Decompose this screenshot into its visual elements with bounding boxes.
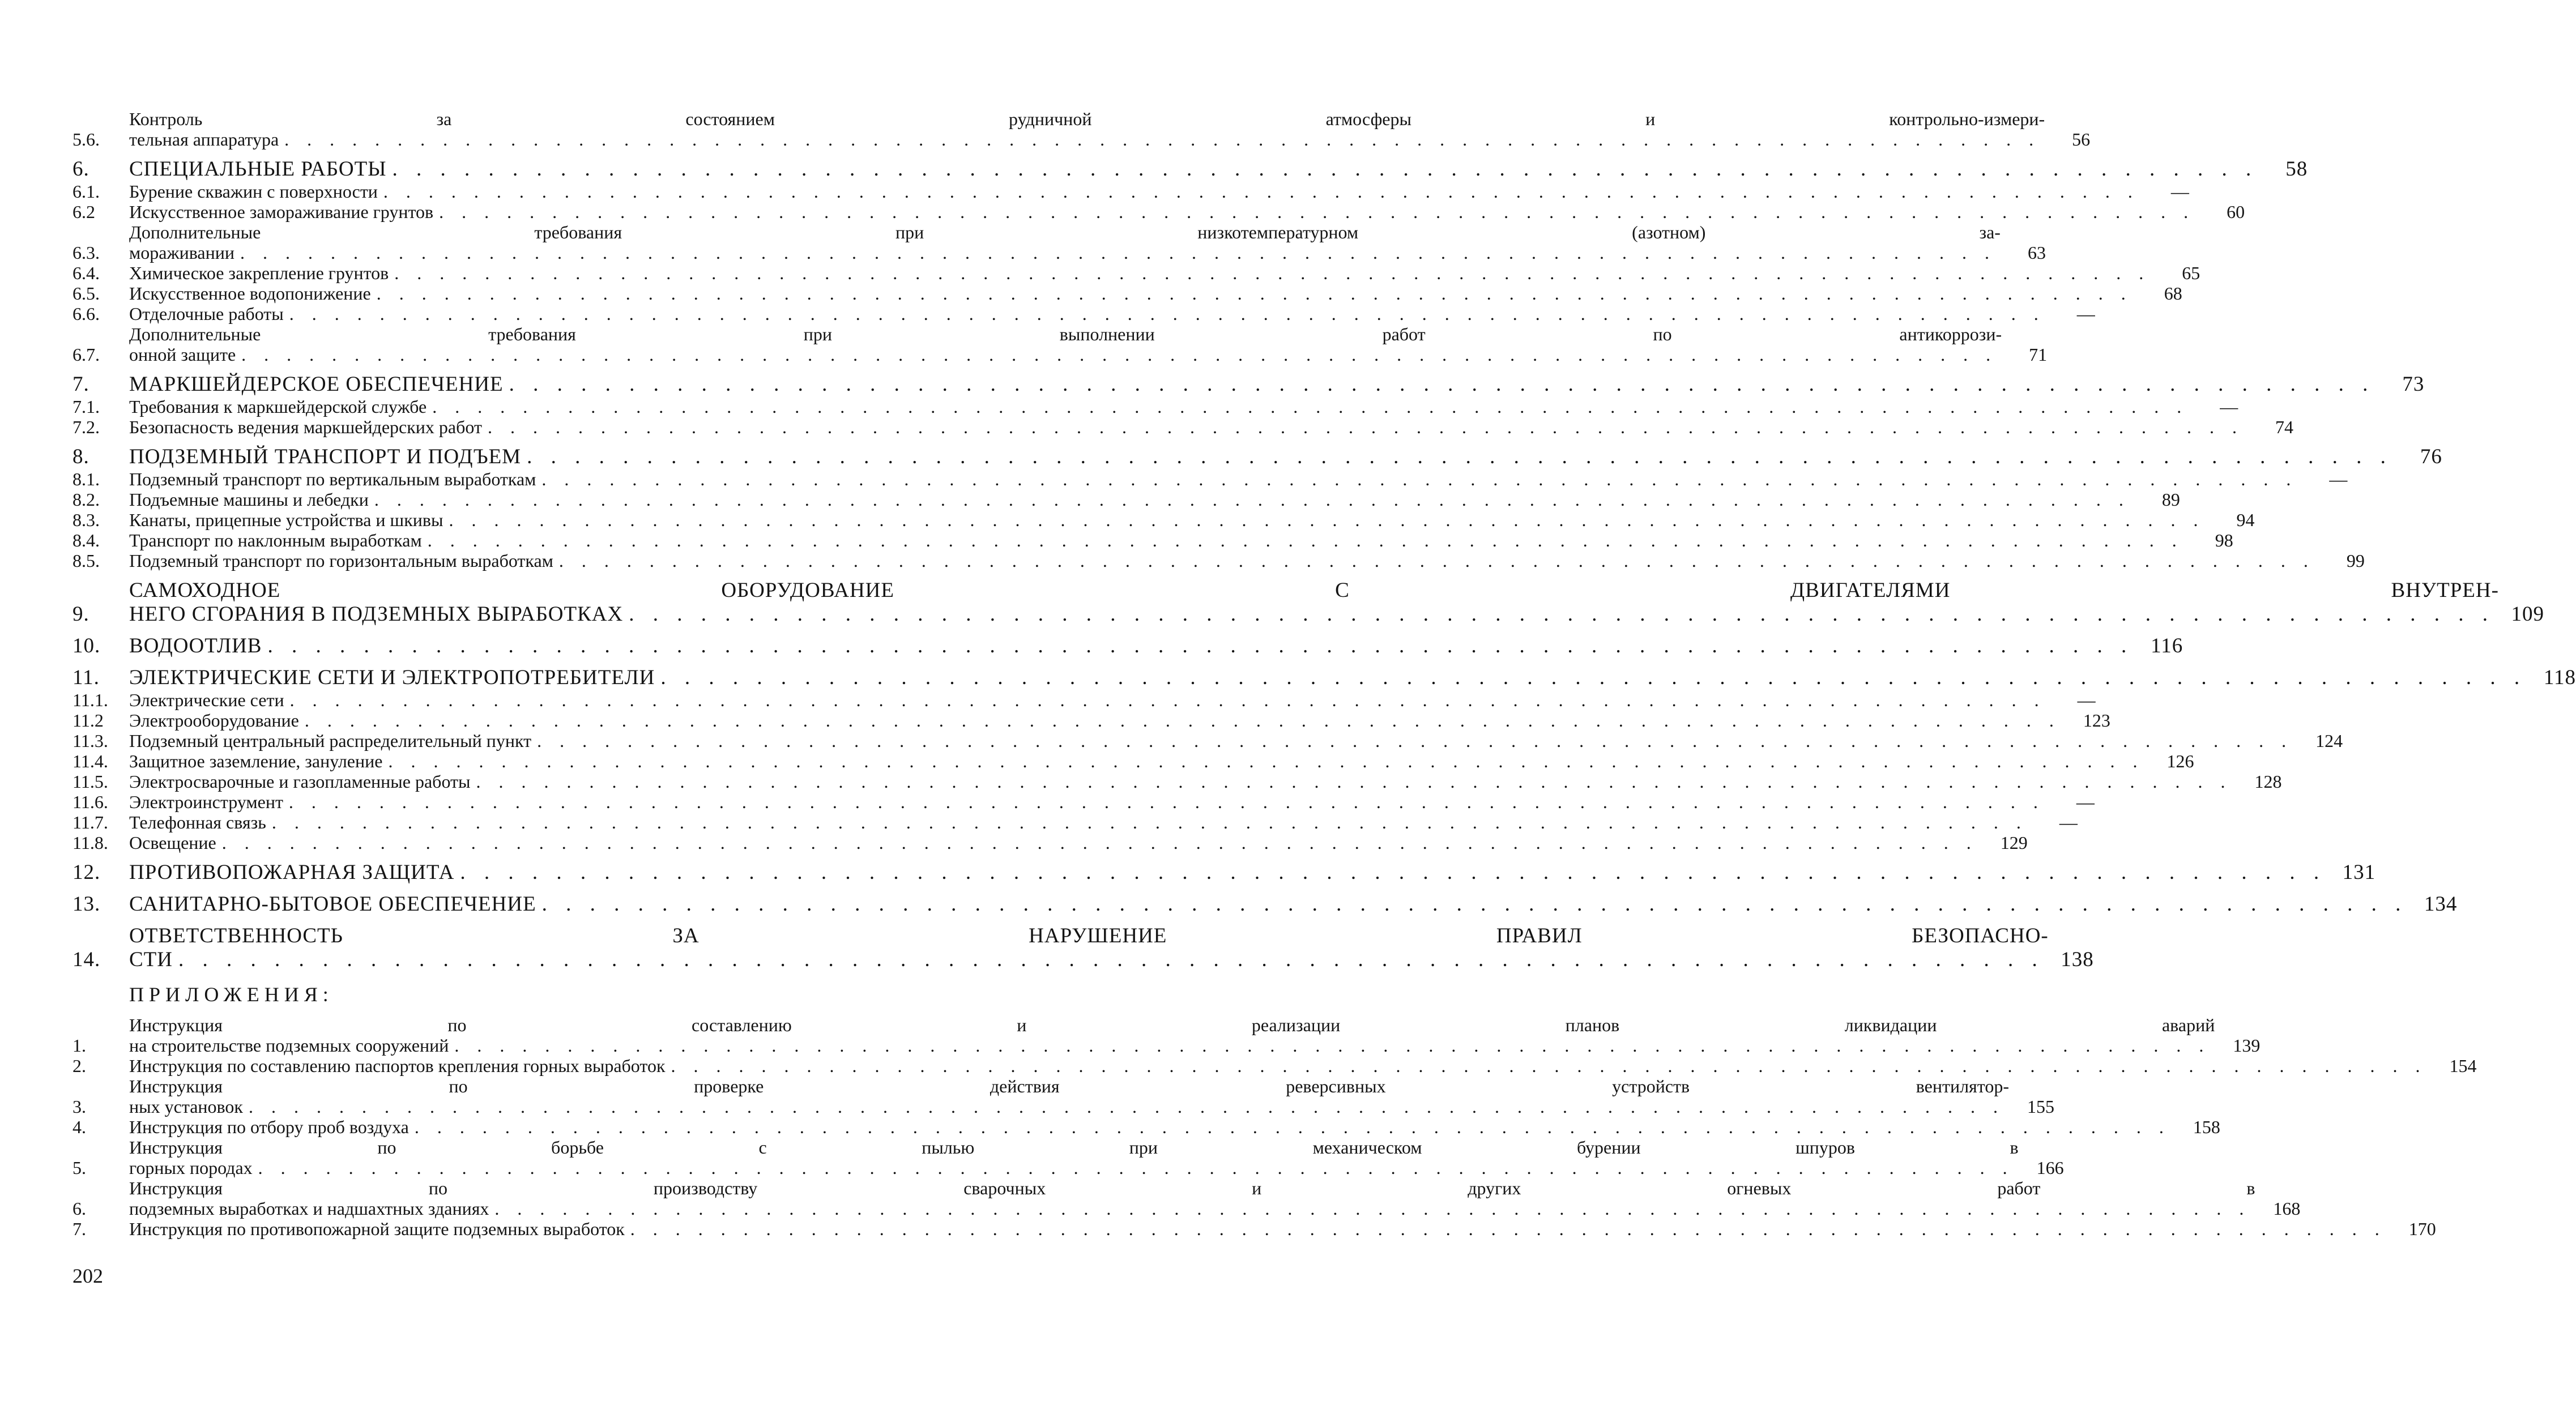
entry-number: 6.3. [72, 242, 100, 263]
entry-title-line [129, 157, 2262, 181]
entry-title [129, 1137, 2019, 1178]
entry-title [129, 924, 2049, 972]
dot-leader [290, 690, 2046, 710]
appendix-entry[interactable] [72, 1056, 2477, 1076]
entry-number: 5.6. [72, 129, 100, 150]
entry-number: 14. [72, 948, 101, 971]
entry-title-line [129, 603, 2499, 626]
entry-number: 6. [72, 1198, 86, 1219]
entry-title [129, 157, 2262, 181]
dot-leader [630, 1219, 2386, 1239]
entry-number: 6.2 [72, 202, 95, 222]
entry-title-line [129, 489, 2135, 510]
dot-leader [268, 634, 2134, 658]
entry-number: 11.4. [72, 751, 108, 771]
entry-number: 5. [72, 1158, 86, 1178]
entry-title [129, 861, 2330, 885]
entry-page-number: 109 [2511, 603, 2544, 626]
entry-title-text: Канаты, прицепные устройства и шкивы [129, 510, 443, 530]
entry-title-line [129, 181, 2144, 202]
entry-title-line [129, 550, 2319, 571]
entry-title-text: СТИ [129, 948, 173, 971]
entry-title-line: Инструкция по составлению и реализации планов ликвидации аварий [129, 1015, 2215, 1035]
entry-number: 6.4. [72, 263, 100, 283]
entry-title-line [129, 731, 2297, 751]
dot-leader [527, 445, 2392, 469]
entry-title [129, 812, 2032, 832]
toc-entry[interactable] [72, 283, 2182, 304]
dot-leader [222, 832, 1978, 853]
entry-number: 8.1. [72, 469, 100, 489]
entry-title-text: Освещение [129, 832, 216, 853]
entry-title [129, 181, 2144, 202]
appendix-entry[interactable] [72, 1015, 2261, 1056]
entry-page-number: 73 [2402, 373, 2425, 396]
entry-title [129, 731, 2297, 751]
entry-title-line [129, 861, 2330, 885]
dot-leader [439, 202, 2195, 222]
entry-title-line [129, 948, 2049, 972]
dot-leader [392, 157, 2258, 181]
entry-page-number: — [2220, 396, 2238, 417]
entry-title [129, 489, 2135, 510]
entry-title [129, 417, 2248, 437]
dot-leader [241, 344, 1997, 365]
toc-entry[interactable] [72, 202, 2245, 222]
entry-page-number: 116 [2151, 634, 2183, 657]
entry-page-number: 139 [2233, 1035, 2261, 1056]
entry-title-line [129, 445, 2397, 469]
entry-number: 6.1. [72, 181, 100, 202]
entry-title-line [129, 510, 2209, 530]
entry-title [129, 510, 2209, 530]
entry-number: 11.8. [72, 832, 108, 853]
entry-title-line [129, 666, 2531, 690]
appendix-entry[interactable] [72, 1076, 2054, 1117]
entry-title-line: Инструкция по борьбе с пылью при механическом бурении шпуров в [129, 1137, 2019, 1158]
entry-title-line [129, 792, 2049, 812]
entry-page-number: 74 [2275, 417, 2293, 437]
dot-leader [460, 861, 2326, 885]
entry-title-text: Химическое закрепление грунтов [129, 263, 389, 283]
entry-title-text: Безопасность ведения маркшейдерских работ [129, 417, 482, 437]
appendix-title: ПРИЛОЖЕНИЯ: [129, 983, 334, 1006]
entry-title-text: НЕГО СГОРАНИЯ В ПОДЗЕМНЫХ ВЫРАБОТКАХ [129, 603, 624, 626]
toc-entry[interactable] [72, 924, 2094, 972]
entry-page-number: — [2076, 304, 2095, 324]
entry-title-text: Электроинструмент [129, 792, 283, 812]
entry-page-number: 65 [2182, 263, 2200, 283]
entry-number: 4. [72, 1117, 86, 1137]
entry-title [129, 690, 2050, 710]
entry-title-text: тельная аппаратура [129, 129, 279, 150]
entry-title-text: СПЕЦИАЛЬНЫЕ РАБОТЫ [129, 157, 387, 181]
entry-title-text: Искусственное замораживание грунтов [129, 202, 434, 222]
dot-leader [377, 283, 2133, 304]
toc-entry[interactable] [72, 550, 2365, 571]
entry-number: 6.5. [72, 283, 100, 304]
entry-number: 2. [72, 1056, 86, 1076]
appendix-entry[interactable] [72, 1178, 2301, 1219]
entry-page-number: 68 [2164, 283, 2182, 304]
entry-number: 6.6. [72, 304, 100, 324]
toc-entry[interactable] [72, 579, 2544, 626]
entry-number: 8.4. [72, 530, 100, 550]
entry-title [129, 530, 2188, 550]
entry-number: 7. [72, 1219, 86, 1239]
entry-title-line [129, 634, 2138, 658]
entry-page-number: 89 [2161, 489, 2180, 510]
entry-title [129, 710, 2065, 731]
entry-page-number: 131 [2342, 861, 2376, 884]
entry-title-text: горных породах [129, 1158, 253, 1178]
entry-number: 8.5. [72, 550, 100, 571]
entry-title-text: Подземный центральный распределительный пункт [129, 731, 532, 751]
toc-entry[interactable] [72, 396, 2238, 417]
entry-title-text: мораживании [129, 242, 234, 263]
toc-entry[interactable] [72, 634, 2183, 658]
entry-page-number: 58 [2285, 157, 2308, 181]
entry-number: 10. [72, 634, 101, 657]
entry-title-line: Инструкция по проверке действия реверсивных устройств вентилятор- [129, 1076, 2009, 1096]
toc-entry[interactable] [72, 861, 2376, 885]
entry-title-line [129, 129, 2045, 150]
entry-title-text: Искусственное водопонижение [129, 283, 371, 304]
toc-entry[interactable] [72, 666, 2576, 690]
entry-title [129, 792, 2049, 812]
dot-leader [454, 1035, 2210, 1056]
entry-title-line [129, 690, 2050, 710]
entry-number: 8. [72, 445, 89, 468]
page-number: 202 [72, 1265, 103, 1287]
entry-number: 6. [72, 157, 89, 181]
entry-title [129, 109, 2045, 150]
toc-entry[interactable] [72, 771, 2282, 792]
entry-title [129, 832, 1982, 853]
dot-leader [178, 948, 2044, 972]
entry-title [129, 263, 2155, 283]
entry-title-text: МАРКШЕЙДЕРСКОЕ ОБЕСПЕЧЕНИЕ [129, 373, 504, 396]
entry-number: 1. [72, 1035, 86, 1056]
entry-title [129, 1076, 2009, 1117]
entry-title [129, 550, 2319, 571]
entry-title-line [129, 710, 2065, 731]
entry-page-number: 166 [2036, 1158, 2064, 1178]
toc-entry[interactable] [72, 812, 2078, 832]
entry-page-number: 134 [2424, 892, 2458, 916]
dot-leader [289, 304, 2045, 324]
entry-page-number: — [2059, 812, 2078, 832]
entry-title-line [129, 1219, 2391, 1239]
entry-title-line [129, 417, 2248, 437]
entry-title-line [129, 832, 1982, 853]
entry-title [129, 373, 2379, 396]
toc-entry[interactable] [72, 181, 2189, 202]
toc-entry[interactable] [72, 157, 2308, 181]
entry-title-line [129, 283, 2137, 304]
entry-title-line [129, 1056, 2431, 1076]
toc-entry[interactable] [72, 489, 2180, 510]
entry-title [129, 304, 2050, 324]
entry-title-line [129, 1096, 2009, 1117]
entry-title-line [129, 1035, 2215, 1056]
entry-page-number: 170 [2408, 1219, 2436, 1239]
entry-title-line: Контроль за состоянием рудничной атмосферы и контрольно-измери- [129, 109, 2045, 129]
entry-page-number: 60 [2227, 202, 2245, 222]
entry-number: 7. [72, 373, 89, 396]
entry-title-text: Инструкция по отбору проб воздуха [129, 1117, 409, 1137]
entry-title [129, 771, 2237, 792]
entry-title-line: ОТВЕТСТВЕННОСТЬ ЗА НАРУШЕНИЕ ПРАВИЛ БЕЗОПАСНО- [129, 924, 2049, 947]
entry-title-line: Дополнительные требования при низкотемпературном (азотном) за- [129, 222, 2001, 242]
entry-title [129, 283, 2137, 304]
entry-title [129, 1056, 2431, 1076]
entry-number: 9. [72, 603, 89, 626]
entry-title-text: подземных выработках и надшахтных зданиях [129, 1198, 489, 1219]
dot-leader [541, 469, 2297, 489]
entry-title-text: Электрооборудование [129, 710, 299, 731]
entry-title-text: ПРОТИВОПОЖАРНАЯ ЗАЩИТА [129, 861, 455, 884]
entry-title [129, 324, 2002, 365]
appendix-entry[interactable] [72, 1137, 2064, 1178]
entry-title [129, 222, 2001, 263]
entry-title-line: Дополнительные требования при выполнении работ по антикоррози- [129, 324, 2002, 344]
entry-title [129, 634, 2138, 658]
entry-title-line [129, 771, 2237, 792]
entry-title-line [129, 751, 2148, 771]
entry-title [129, 396, 2193, 417]
entry-title-line [129, 1158, 2019, 1178]
dot-leader [258, 1158, 2014, 1178]
entry-title [129, 666, 2531, 690]
entry-number: 8.2. [72, 489, 100, 510]
entry-title [129, 1117, 2175, 1137]
entry-title-line [129, 396, 2193, 417]
entry-title-text: Бурение скважин с поверхности [129, 181, 378, 202]
dot-leader [629, 603, 2494, 626]
entry-title-text: ЭЛЕКТРИЧЕСКИЕ СЕТИ И ЭЛЕКТРОПОТРЕБИТЕЛИ [129, 666, 655, 689]
entry-page-number: 138 [2061, 948, 2094, 971]
entry-number: 7.1. [72, 396, 100, 417]
entry-title-line [129, 202, 2199, 222]
entry-title-text: Транспорт по наклонным выработкам [129, 530, 422, 550]
entry-title [129, 751, 2148, 771]
toc-entry[interactable] [72, 373, 2425, 396]
entry-page-number: 123 [2083, 710, 2110, 731]
dot-leader [240, 242, 1996, 263]
appendix-entry[interactable] [72, 1219, 2436, 1239]
entry-page-number: — [2076, 792, 2095, 812]
entry-number: 3. [72, 1096, 86, 1117]
toc-entry[interactable] [72, 417, 2293, 437]
entry-page-number: 94 [2236, 510, 2255, 530]
dot-leader [388, 751, 2144, 771]
dot-leader [249, 1096, 2004, 1117]
toc-entry[interactable] [72, 710, 2110, 731]
entry-page-number: 158 [2193, 1117, 2220, 1137]
dot-leader [272, 812, 2028, 832]
entry-title-line [129, 469, 2302, 489]
toc-entry[interactable] [72, 324, 2048, 365]
entry-title-text: Требования к маркшейдерской службе [129, 396, 427, 417]
entry-title-line [129, 242, 2001, 263]
entry-title-line [129, 812, 2032, 832]
toc-entry[interactable] [72, 751, 2194, 771]
entry-title-line [129, 263, 2155, 283]
entry-title-text: Телефонная связь [129, 812, 266, 832]
dot-leader [305, 710, 2061, 731]
toc-entry[interactable] [72, 445, 2442, 469]
entry-number: 11.6. [72, 792, 108, 812]
dot-leader [660, 666, 2526, 690]
entry-title-line [129, 304, 2050, 324]
dot-leader [537, 731, 2293, 751]
entry-page-number: 76 [2420, 445, 2442, 468]
entry-number: 11.2 [72, 710, 104, 731]
toc-entry[interactable] [72, 731, 2343, 751]
entry-title-line [129, 373, 2379, 396]
entry-title [129, 1015, 2215, 1056]
entry-title [129, 1178, 2255, 1219]
entry-title-text: Инструкция по составлению паспортов крепления горных выработок [129, 1056, 666, 1076]
entry-page-number: 56 [2072, 129, 2091, 150]
entry-number: 8.3. [72, 510, 100, 530]
entry-title-text: Отделочные работы [129, 304, 284, 324]
entry-title-text: ных установок [129, 1096, 243, 1117]
entry-title-text: на строительстве подземных сооружений [129, 1035, 449, 1056]
dot-leader [509, 373, 2375, 396]
entry-title-text: Электросварочные и газопламенные работы [129, 771, 471, 792]
entry-page-number: 99 [2346, 550, 2365, 571]
dot-leader [494, 1198, 2250, 1219]
toc-entry[interactable] [72, 510, 2255, 530]
dot-leader [671, 1056, 2426, 1076]
entry-number: 7.2. [72, 417, 100, 437]
entry-number: 12. [72, 861, 101, 884]
entry-number: 13. [72, 892, 101, 916]
entry-title [129, 1219, 2391, 1239]
dot-leader [289, 792, 2045, 812]
entry-title [129, 579, 2499, 626]
entry-number: 11. [72, 666, 100, 689]
entry-title-text: Инструкция по противопожарной защите подземных выработок [129, 1219, 625, 1239]
table-of-contents [72, 109, 2576, 1239]
toc-entry[interactable] [72, 469, 2348, 489]
toc-entry[interactable] [72, 832, 2028, 853]
toc-entry[interactable] [72, 792, 2095, 812]
appendix-entry[interactable] [72, 1117, 2220, 1137]
entry-page-number: 118 [2543, 666, 2576, 689]
entry-title-line [129, 530, 2188, 550]
entry-title-text: САНИТАРНО-БЫТОВОЕ ОБЕСПЕЧЕНИЕ [129, 892, 536, 916]
toc-entry[interactable] [72, 222, 2046, 263]
entry-title-line: Инструкция по производству сварочных и других огневых работ в [129, 1178, 2255, 1198]
entry-page-number: 129 [2000, 832, 2028, 853]
entry-title-text: ВОДООТЛИВ [129, 634, 262, 657]
entry-title-text: ПОДЗЕМНЫЙ ТРАНСПОРТ И ПОДЪЕМ [129, 445, 522, 468]
entry-page-number: 154 [2449, 1056, 2477, 1076]
entry-title [129, 202, 2199, 222]
entry-title [129, 445, 2397, 469]
dot-leader [559, 550, 2315, 571]
entry-number: 11.7. [72, 812, 108, 832]
dot-leader [488, 417, 2244, 437]
entry-page-number: 98 [2215, 530, 2233, 550]
dot-leader [449, 510, 2204, 530]
entry-title-text: Электрические сети [129, 690, 284, 710]
entry-page-number: 124 [2315, 731, 2343, 751]
entry-page-number: 71 [2029, 344, 2048, 365]
dot-leader [415, 1117, 2170, 1137]
entry-title-text: Подъемные машины и лебедки [129, 489, 369, 510]
entry-title [129, 892, 2412, 916]
entry-page-number: 168 [2273, 1198, 2301, 1219]
toc-entry[interactable] [72, 263, 2200, 283]
entry-title-line: САМОХОДНОЕ ОБОРУДОВАНИЕ С ДВИГАТЕЛЯМИ ВНУТРЕН- [129, 579, 2499, 602]
entry-title [129, 469, 2302, 489]
entry-page-number: — [2077, 690, 2096, 710]
dot-leader [284, 129, 2040, 150]
entry-number: 11.1. [72, 690, 108, 710]
entry-title-line [129, 1198, 2255, 1219]
toc-entry[interactable] [72, 892, 2458, 916]
entry-title-text: Подземный транспорт по вертикальным выработкам [129, 469, 536, 489]
dot-leader [428, 530, 2183, 550]
entry-title-text: Подземный транспорт по горизонтальным выработкам [129, 550, 553, 571]
entry-number: 11.3. [72, 731, 108, 751]
entry-page-number: 128 [2254, 771, 2282, 792]
entry-page-number: — [2329, 469, 2348, 489]
toc-entry[interactable] [72, 304, 2095, 324]
dot-leader [394, 263, 2150, 283]
toc-entry[interactable] [72, 109, 2091, 150]
entry-page-number: 126 [2166, 751, 2194, 771]
entry-title-line [129, 344, 2002, 365]
dot-leader [476, 771, 2232, 792]
entry-title-line [129, 1117, 2175, 1137]
entry-number: 11.5. [72, 771, 108, 792]
entry-title-text: Защитное заземление, зануление [129, 751, 383, 771]
entry-page-number: 155 [2027, 1096, 2054, 1117]
dot-leader [383, 181, 2139, 202]
toc-entry[interactable] [72, 530, 2233, 550]
dot-leader [542, 892, 2408, 916]
entry-title-text: онной защите [129, 344, 236, 365]
dot-leader [374, 489, 2130, 510]
entry-number: 6.7. [72, 344, 100, 365]
entry-page-number: — [2170, 181, 2189, 202]
entry-page-number: 63 [2027, 242, 2046, 263]
entry-title-line [129, 892, 2412, 916]
dot-leader [432, 396, 2188, 417]
toc-entry[interactable] [72, 690, 2096, 710]
